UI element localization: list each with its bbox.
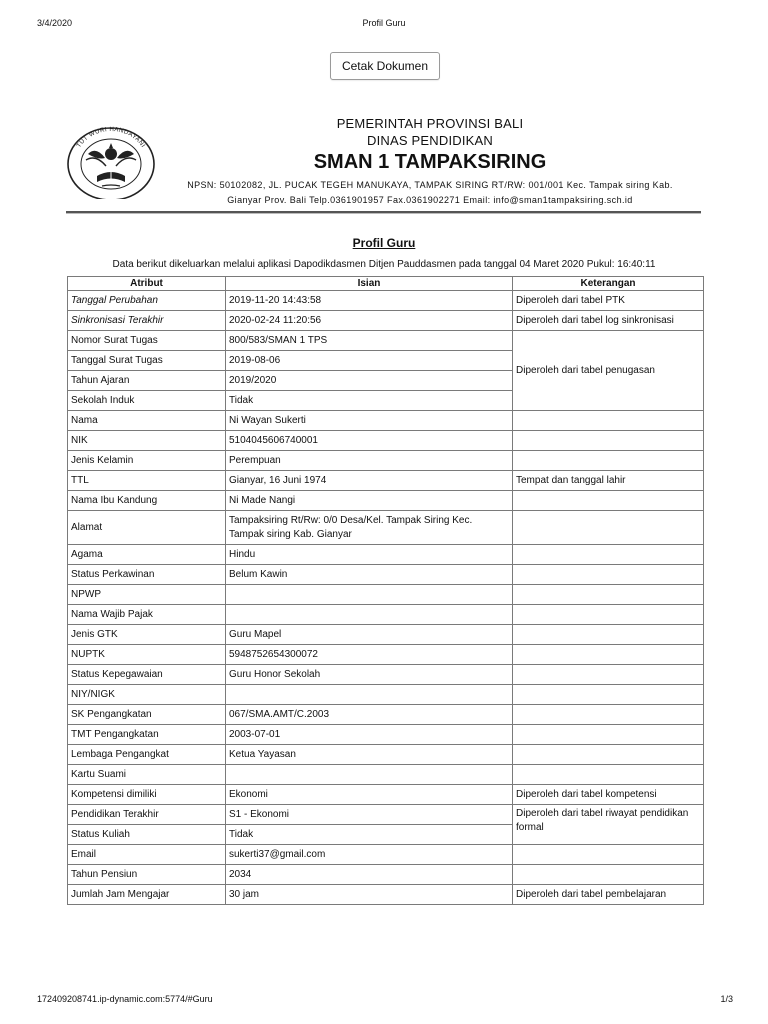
- row-atribut: Alamat: [68, 511, 226, 545]
- table-row: [68, 291, 704, 311]
- print-page-number: 1/3: [720, 994, 733, 1004]
- print-url: 172409208741.ip-dynamic.com:5774/#Guru: [37, 994, 213, 1004]
- row-atribut: Sekolah Induk: [68, 391, 226, 411]
- table-row: [68, 331, 704, 351]
- table-row: [68, 471, 704, 491]
- row-keterangan: [513, 705, 704, 725]
- print-page-title: Profil Guru: [362, 18, 406, 28]
- table-row: [68, 685, 704, 705]
- row-isian: [226, 585, 513, 605]
- row-atribut: Kartu Suami: [68, 765, 226, 785]
- tut-wuri-handayani-logo: [66, 124, 156, 199]
- row-keterangan: [513, 511, 704, 545]
- row-atribut: TTL: [68, 471, 226, 491]
- row-atribut: Pendidikan Terakhir: [68, 805, 226, 825]
- document-intro: Data berikut dikeluarkan melalui aplikasi Dapodikdasmen Ditjen Pauddasmen pada tanggal 04 Maret 2020 Pukul: 16:40:11: [112, 259, 656, 270]
- row-atribut: TMT Pengangkatan: [68, 725, 226, 745]
- row-isian: Ketua Yayasan: [226, 745, 513, 765]
- row-isian: 067/SMA.AMT/C.2003: [226, 705, 513, 725]
- table-row: [68, 605, 704, 625]
- row-isian: Gianyar, 16 Juni 1974: [226, 471, 513, 491]
- row-isian: Hindu: [226, 545, 513, 565]
- row-keterangan: [513, 491, 704, 511]
- table-row: [68, 451, 704, 471]
- row-atribut: Status Kuliah: [68, 825, 226, 845]
- row-isian: Tampaksiring Rt/Rw: 0/0 Desa/Kel. Tampak Siring Kec. Tampak siring Kab. Gianyar: [226, 511, 513, 545]
- row-keterangan: Diperoleh dari tabel kompetensi: [513, 785, 704, 805]
- row-keterangan: [513, 645, 704, 665]
- row-atribut: NIY/NIGK: [68, 685, 226, 705]
- svg-text:TUT WURI HANDAYANI: TUT WURI HANDAYANI: [75, 125, 147, 149]
- kop-address-line1: NPSN: 50102082, JL. PUCAK TEGEH MANUKAYA, TAMPAK SIRING RT/RW: 001/001 Kec. Tampak siring Kab.: [187, 180, 673, 190]
- row-atribut: Tanggal Perubahan: [68, 291, 226, 311]
- row-keterangan: [513, 685, 704, 705]
- row-keterangan: [513, 745, 704, 765]
- row-isian: 2019-11-20 14:43:58: [226, 291, 513, 311]
- table-row: [68, 745, 704, 765]
- row-isian: Ni Made Nangi: [226, 491, 513, 511]
- row-isian: Ekonomi: [226, 785, 513, 805]
- row-isian: 2020-02-24 11:20:56: [226, 311, 513, 331]
- header-keterangan: Keterangan: [513, 277, 704, 291]
- row-isian: Perempuan: [226, 451, 513, 471]
- print-header: [0, 14, 768, 28]
- table-row: [68, 845, 704, 865]
- document-title: Profil Guru: [352, 236, 416, 250]
- row-isian: Ni Wayan Sukerti: [226, 411, 513, 431]
- row-isian: 2003-07-01: [226, 725, 513, 745]
- table-row: [68, 865, 704, 885]
- row-isian: Guru Mapel: [226, 625, 513, 645]
- print-date: 3/4/2020: [37, 18, 73, 28]
- kop-divider: [66, 211, 701, 214]
- row-atribut: Tanggal Surat Tugas: [68, 351, 226, 371]
- row-atribut: Lembaga Pengangkat: [68, 745, 226, 765]
- row-keterangan: Diperoleh dari tabel log sinkronisasi: [513, 311, 704, 331]
- row-atribut: Status Perkawinan: [68, 565, 226, 585]
- print-footer: [0, 992, 768, 1006]
- header-atribut: Atribut: [68, 277, 226, 291]
- row-keterangan: [513, 565, 704, 585]
- table-row: [68, 491, 704, 511]
- row-atribut: Nama: [68, 411, 226, 431]
- kop-school-name: SMAN 1 TAMPAKSIRING: [313, 151, 547, 173]
- table-row: [68, 431, 704, 451]
- row-keterangan: [513, 845, 704, 865]
- row-isian: [226, 605, 513, 625]
- row-keterangan: [513, 765, 704, 785]
- row-isian: 2019/2020: [226, 371, 513, 391]
- row-keterangan: [513, 665, 704, 685]
- profil-guru-table: [67, 276, 704, 905]
- row-atribut: Email: [68, 845, 226, 865]
- row-isian: sukerti37@gmail.com: [226, 845, 513, 865]
- kop-department: DINAS PENDIDIKAN: [366, 133, 493, 148]
- row-keterangan: [513, 625, 704, 645]
- row-atribut: Sinkronisasi Terakhir: [68, 311, 226, 331]
- row-keterangan: [513, 865, 704, 885]
- table-row: [68, 665, 704, 685]
- row-isian: 5104045606740001: [226, 431, 513, 451]
- row-isian: Tidak: [226, 825, 513, 845]
- row-isian: 2019-08-06: [226, 351, 513, 371]
- row-isian: Tidak: [226, 391, 513, 411]
- table-row: [68, 725, 704, 745]
- row-isian: [226, 765, 513, 785]
- row-keterangan: [513, 545, 704, 565]
- row-isian: 2034: [226, 865, 513, 885]
- row-atribut: Nama Wajib Pajak: [68, 605, 226, 625]
- row-atribut: NIK: [68, 431, 226, 451]
- row-keterangan: Tempat dan tanggal lahir: [513, 471, 704, 491]
- row-keterangan: [513, 725, 704, 745]
- row-atribut: Tahun Ajaran: [68, 371, 226, 391]
- row-atribut: Jumlah Jam Mengajar: [68, 885, 226, 905]
- row-keterangan-merged: Diperoleh dari tabel riwayat pendidikan formal: [513, 805, 704, 845]
- row-isian: S1 - Ekonomi: [226, 805, 513, 825]
- row-isian: 800/583/SMAN 1 TPS: [226, 331, 513, 351]
- table-row: [68, 625, 704, 645]
- header-isian: Isian: [226, 277, 513, 291]
- row-atribut: Jenis Kelamin: [68, 451, 226, 471]
- row-keterangan: Diperoleh dari tabel PTK: [513, 291, 704, 311]
- table-row: [68, 805, 704, 825]
- row-atribut: NUPTK: [68, 645, 226, 665]
- table-row: [68, 705, 704, 725]
- kop-address-line2: Gianyar Prov. Bali Telp.0361901957 Fax.0361902271 Email: info@sman1tampaksiring.sch.id: [227, 195, 633, 205]
- row-isian: [226, 685, 513, 705]
- table-row: [68, 311, 704, 331]
- row-atribut: SK Pengangkatan: [68, 705, 226, 725]
- row-isian: 5948752654300072: [226, 645, 513, 665]
- row-keterangan: [513, 431, 704, 451]
- row-keterangan: [513, 451, 704, 471]
- table-header-row: [68, 277, 704, 291]
- table-row: [68, 411, 704, 431]
- row-isian: Guru Honor Sekolah: [226, 665, 513, 685]
- row-keterangan: [513, 585, 704, 605]
- table-row: [68, 765, 704, 785]
- table-row: [68, 565, 704, 585]
- table-row: [68, 511, 704, 545]
- table-row: [68, 585, 704, 605]
- row-keterangan-merged: Diperoleh dari tabel penugasan: [513, 331, 704, 411]
- table-row: [68, 885, 704, 905]
- row-keterangan: [513, 411, 704, 431]
- row-isian: 30 jam: [226, 885, 513, 905]
- row-atribut: Nama Ibu Kandung: [68, 491, 226, 511]
- row-atribut: Tahun Pensiun: [68, 865, 226, 885]
- row-atribut: Kompetensi dimiliki: [68, 785, 226, 805]
- table-row: [68, 545, 704, 565]
- row-atribut: Agama: [68, 545, 226, 565]
- row-atribut: Jenis GTK: [68, 625, 226, 645]
- row-atribut: NPWP: [68, 585, 226, 605]
- cetak-dokumen-button[interactable]: Cetak Dokumen: [330, 52, 440, 80]
- table-row: [68, 785, 704, 805]
- row-atribut: Status Kepegawaian: [68, 665, 226, 685]
- table-row: [68, 645, 704, 665]
- row-atribut: Nomor Surat Tugas: [68, 331, 226, 351]
- kop-province: PEMERINTAH PROVINSI BALI: [336, 116, 524, 131]
- row-keterangan: Diperoleh dari tabel pembelajaran: [513, 885, 704, 905]
- row-isian: Belum Kawin: [226, 565, 513, 585]
- row-keterangan: [513, 605, 704, 625]
